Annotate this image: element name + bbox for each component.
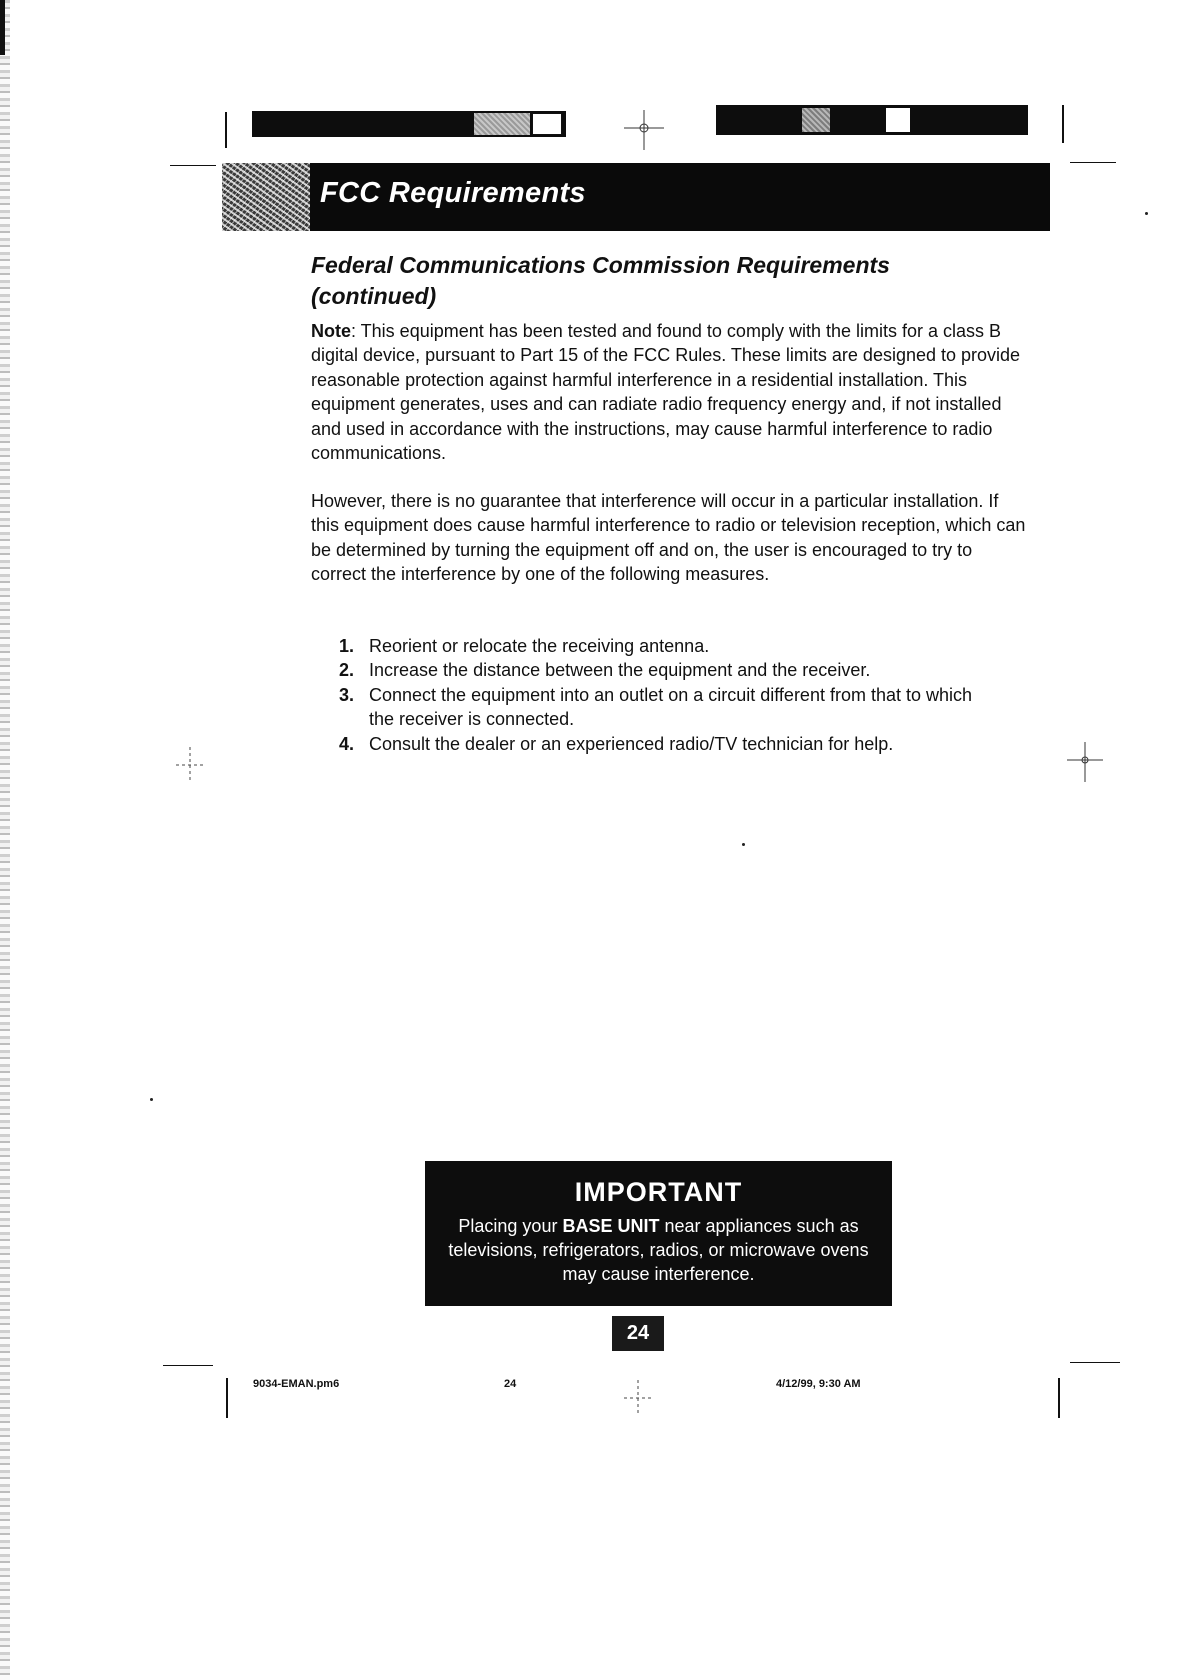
crop-mark-top-left	[225, 112, 227, 148]
list-item-text: Connect the equipment into an outlet on a circuit different from that to which the receiver is connected.	[369, 684, 973, 730]
important-notice	[425, 1161, 892, 1306]
list-item	[311, 658, 991, 682]
crop-mark-top-right-h	[1070, 162, 1116, 163]
crop-mark-top-left-h	[170, 165, 216, 166]
list-item	[311, 683, 991, 732]
registration-bar-right	[716, 105, 1028, 135]
however-paragraph: However, there is no guarantee that interference will occur in a particular installation. If this equipment does cause harmful interference to radio or television reception, which can be determined by turning the equipment off and on, the user is encouraged to try to correct the interference by one of the following measures.	[311, 491, 1026, 585]
scan-edge	[0, 0, 10, 1680]
speck	[742, 843, 745, 846]
note-paragraph	[311, 319, 1031, 465]
note-text: : This equipment has been tested and found to comply with the limits for a class B digital device, pursuant to Part 15 of the FCC Rules. These limits are designed to provide reasonable protection against harmful interference in a residential installation. This equipment generates, uses and can radiate radio frequency energy and, if not installed and used in accordance with the instructions, may cause harmful interference to radio communications.	[311, 321, 1021, 464]
list-item-text: Increase the distance between the equipment and the receiver.	[369, 660, 871, 681]
footer-page: 24	[504, 1378, 517, 1390]
important-body	[425, 1214, 892, 1286]
section-subtitle	[311, 250, 1031, 312]
crosshair-right-icon	[1065, 742, 1105, 782]
page-number-badge: 24	[612, 1316, 664, 1351]
crop-mark-bottom-left-h	[163, 1365, 213, 1366]
list-item-text: Consult the dealer or an experienced radio/TV technician for help.	[369, 733, 894, 754]
scan-edge-mark	[0, 0, 5, 55]
footer-filename: 9034-EMAN.pm6	[253, 1378, 340, 1390]
registration-bar-left	[252, 111, 566, 137]
crop-mark-top-right	[1062, 105, 1064, 143]
crop-mark-bottom-left	[226, 1378, 228, 1418]
section-header	[222, 163, 1050, 231]
important-text-pre: Placing your	[458, 1216, 563, 1236]
crosshair-top-icon	[624, 110, 664, 150]
speck	[150, 1098, 153, 1101]
important-text-post: near appliances such as televisions, refrigerators, radios, or microwave ovens may cause interference.	[448, 1216, 869, 1284]
page-title: FCC Requirements	[320, 177, 586, 209]
subtitle-line-1: Federal Communications Commission Requirements	[311, 252, 890, 278]
list-item-number: 1.	[339, 636, 355, 656]
list-item-number: 4.	[339, 733, 355, 754]
important-base-unit: BASE UNIT	[562, 1216, 660, 1236]
crop-mark-bottom-right	[1058, 1378, 1060, 1418]
list-item-text: Reorient or relocate the receiving antenna.	[369, 636, 710, 656]
footer-datetime: 4/12/99, 9:30 AM	[776, 1378, 861, 1390]
list-item-number: 2.	[339, 660, 355, 681]
crosshair-bottom-icon	[618, 1378, 658, 1418]
crosshair-left-icon	[170, 745, 210, 785]
list-item	[311, 732, 991, 756]
header-pattern	[222, 163, 310, 231]
subtitle-line-2: (continued)	[311, 283, 437, 309]
crop-mark-bottom-right-h	[1070, 1362, 1120, 1363]
speck	[1145, 212, 1148, 215]
important-title: IMPORTANT	[574, 1177, 743, 1207]
list-item	[311, 634, 991, 658]
measures-list	[311, 634, 991, 756]
note-label: Note	[311, 321, 351, 341]
list-item-number: 3.	[339, 684, 355, 705]
